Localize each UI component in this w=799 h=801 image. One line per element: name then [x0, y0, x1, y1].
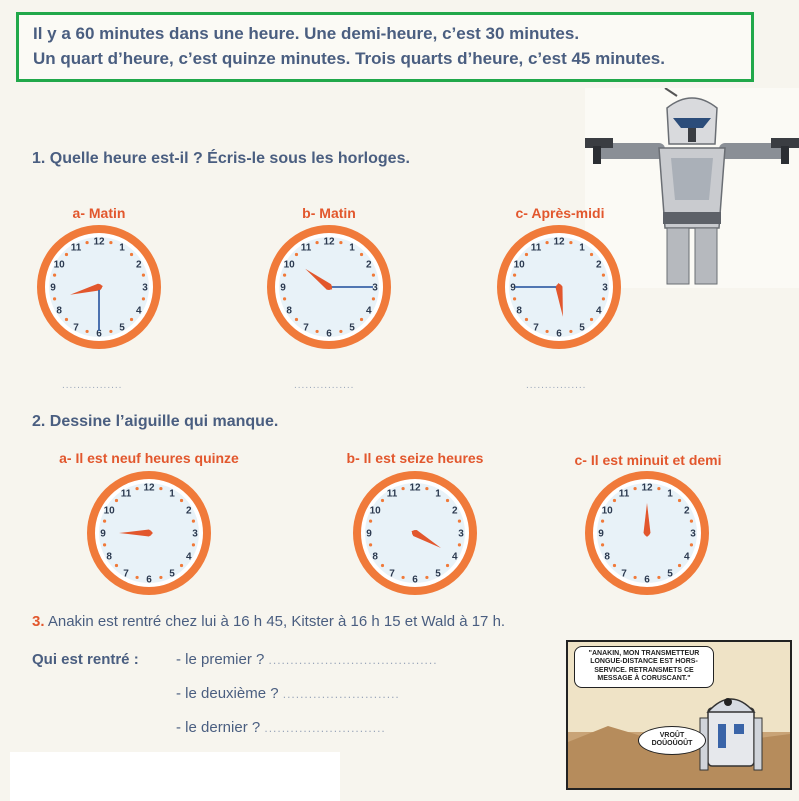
clock-dot	[372, 273, 375, 276]
clock-number: 12	[409, 482, 421, 494]
clock-number: 10	[601, 505, 613, 517]
clock-dot	[602, 297, 605, 300]
clock-dot	[135, 576, 138, 579]
clock-dot	[678, 499, 681, 502]
clock-dot	[115, 564, 118, 567]
clock-center	[644, 530, 650, 536]
clock-number: 3	[372, 282, 378, 294]
clock-number: 1	[119, 242, 125, 254]
clock-dot	[159, 576, 162, 579]
clock-dot	[401, 487, 404, 490]
blank-patch	[10, 752, 340, 801]
clock-dot	[360, 253, 363, 256]
section-3-question: Qui est rentré :	[32, 651, 139, 668]
clock-dot	[590, 318, 593, 321]
clock-number: 2	[684, 505, 690, 517]
clock-dot	[425, 487, 428, 490]
clock-dot	[360, 318, 363, 321]
clock-dot	[295, 318, 298, 321]
clock-2c[interactable]	[582, 468, 712, 598]
clock-dot	[369, 543, 372, 546]
clock-dot	[53, 273, 56, 276]
clock-number: 10	[369, 505, 381, 517]
clock-dot	[633, 576, 636, 579]
clock-number: 12	[641, 482, 653, 494]
clock-dot	[85, 330, 88, 333]
section-3-number: 3.	[32, 613, 45, 630]
clock-dot	[545, 241, 548, 244]
clock-number: 1	[349, 242, 355, 254]
clock-2a-label: a- Il est neuf heures quinze	[59, 450, 239, 466]
clock-dot	[192, 519, 195, 522]
clock-center	[326, 284, 332, 290]
clock-dot	[159, 487, 162, 490]
clock-center	[412, 530, 418, 536]
clock-2c-label: c- Il est minuit et demi	[574, 452, 722, 468]
clock-dot	[53, 297, 56, 300]
clock-dot	[513, 273, 516, 276]
clock-number: 9	[50, 282, 56, 294]
clock-number: 2	[136, 259, 142, 271]
clock-dot	[109, 241, 112, 244]
clock-number: 3	[602, 282, 608, 294]
section-1-title: Quelle heure est-il ? Écris-le sous les horloges.	[49, 150, 410, 167]
clock-1b	[264, 222, 394, 352]
sound-bubble: VROÛT DOÛOÛOÛT	[638, 726, 706, 755]
clock-dot	[425, 576, 428, 579]
clock-number: 7	[73, 322, 79, 334]
clock-number: 6	[146, 574, 152, 586]
clock-number: 4	[596, 305, 602, 317]
clock-dot	[283, 297, 286, 300]
clock-dot	[103, 543, 106, 546]
section-3-statement	[32, 613, 505, 630]
clock-dot	[601, 519, 604, 522]
clock-number: 9	[100, 528, 106, 540]
clock-dot	[192, 543, 195, 546]
clock-number: 1	[169, 488, 175, 500]
clock-number: 12	[323, 236, 335, 248]
info-line-1: Il y a 60 minutes dans une heure. Une demi-heure, c’est 30 minutes.	[33, 24, 580, 43]
clock-dot	[657, 487, 660, 490]
clock-dot	[295, 253, 298, 256]
clock-number: 7	[123, 568, 129, 580]
clock-dot	[401, 576, 404, 579]
comic-panel	[566, 640, 792, 790]
clock-number: 10	[513, 259, 525, 271]
clock-dot	[613, 499, 616, 502]
clock-dot	[135, 487, 138, 490]
clock-number: 3	[458, 528, 464, 540]
clock-number: 8	[286, 305, 292, 317]
clock-number: 2	[366, 259, 372, 271]
clock-dot	[180, 564, 183, 567]
clock-number: 2	[596, 259, 602, 271]
clock-dot	[458, 543, 461, 546]
answer-row-dernier	[176, 719, 386, 736]
clock-dot	[690, 519, 693, 522]
clock-center	[96, 284, 102, 290]
clock-center	[146, 530, 152, 536]
clock-number: 5	[579, 322, 585, 334]
clock-dot	[180, 499, 183, 502]
clock-number: 8	[604, 551, 610, 563]
clock-number: 3	[192, 528, 198, 540]
clock-dot	[381, 499, 384, 502]
clock-dot	[65, 253, 68, 256]
clock-number: 5	[119, 322, 125, 334]
clock-number: 5	[169, 568, 175, 580]
clock-dot	[602, 273, 605, 276]
clock-dot	[142, 297, 145, 300]
clock-number: 10	[103, 505, 115, 517]
clock-dot	[678, 564, 681, 567]
section-2-heading	[32, 413, 278, 431]
clock-2b-label: b- Il est seize heures	[346, 450, 484, 466]
clock-dot	[372, 297, 375, 300]
clock-number: 2	[186, 505, 192, 517]
clock-dot	[109, 330, 112, 333]
clock-number: 2	[452, 505, 458, 517]
answer-row-premier	[176, 651, 438, 668]
clock-number: 11	[386, 488, 398, 500]
clock-number: 9	[510, 282, 516, 294]
info-box	[16, 12, 754, 82]
clock-number: 8	[56, 305, 62, 317]
clock-number: 10	[283, 259, 295, 271]
clock-dot	[545, 330, 548, 333]
clock-number: 6	[326, 328, 332, 340]
clock-number: 4	[452, 551, 458, 563]
answer-label-dernier: - le dernier ?	[176, 719, 261, 736]
clock-number: 9	[598, 528, 604, 540]
clock-dot	[65, 318, 68, 321]
clock-dot	[446, 564, 449, 567]
clock-dot	[458, 519, 461, 522]
clock-number: 7	[303, 322, 309, 334]
clock-number: 3	[142, 282, 148, 294]
clock-1c-label: c- Après-midi	[515, 205, 605, 221]
section-1-heading	[32, 150, 410, 168]
clock-number: 7	[621, 568, 627, 580]
clock-number: 1	[435, 488, 441, 500]
clock-dot	[315, 241, 318, 244]
section-1-number: 1.	[32, 150, 46, 167]
clock-number: 11	[618, 488, 630, 500]
clock-dot	[569, 330, 572, 333]
clock-dot	[381, 564, 384, 567]
clock-number: 5	[435, 568, 441, 580]
clock-dot	[525, 318, 528, 321]
clock-number: 11	[70, 242, 82, 254]
clock-dot	[85, 241, 88, 244]
clock-number: 5	[667, 568, 673, 580]
answer-label-deuxieme: - le deuxième ?	[176, 685, 279, 702]
clock-dot	[633, 487, 636, 490]
clock-number: 1	[667, 488, 673, 500]
clock-number: 7	[389, 568, 395, 580]
clock-number: 6	[412, 574, 418, 586]
clock-dot	[339, 330, 342, 333]
clock-number: 4	[684, 551, 690, 563]
clock-dot	[130, 318, 133, 321]
clock-number: 9	[280, 282, 286, 294]
clock-1b-answer-field[interactable]: ................	[294, 380, 355, 391]
clock-2b[interactable]	[350, 468, 480, 598]
clock-number: 7	[533, 322, 539, 334]
clock-number: 5	[349, 322, 355, 334]
clock-dot	[283, 273, 286, 276]
answer-field-premier[interactable]: .......................................	[268, 653, 438, 667]
clock-number: 8	[372, 551, 378, 563]
clock-number: 4	[136, 305, 142, 317]
clock-1a-label: a- Matin	[72, 205, 126, 221]
clock-number: 6	[96, 328, 102, 340]
clock-dot	[613, 564, 616, 567]
clock-number: 6	[556, 328, 562, 340]
clock-number: 6	[644, 574, 650, 586]
clock-number: 8	[516, 305, 522, 317]
clock-number: 12	[553, 236, 565, 248]
clock-dot	[446, 499, 449, 502]
clock-number: 10	[53, 259, 65, 271]
clock-center	[556, 284, 562, 290]
clock-number: 12	[143, 482, 155, 494]
answer-row-deuxieme	[176, 685, 400, 702]
clock-1c-answer-field[interactable]: ................	[526, 380, 587, 391]
clock-dot	[130, 253, 133, 256]
clock-2a[interactable]	[84, 468, 214, 598]
clock-dot	[115, 499, 118, 502]
clock-dot	[657, 576, 660, 579]
clock-number: 8	[106, 551, 112, 563]
section-3-text: Anakin est rentré chez lui à 16 h 45, Kitster à 16 h 15 et Wald à 17 h.	[47, 613, 506, 630]
clock-dot	[590, 253, 593, 256]
clock-dot	[339, 241, 342, 244]
section-2-title: Dessine l’aiguille qui manque.	[49, 413, 279, 430]
clock-dot	[569, 241, 572, 244]
clock-number: 4	[186, 551, 192, 563]
answer-field-deuxieme[interactable]: ...........................	[282, 687, 400, 701]
clock-dot	[513, 297, 516, 300]
clock-number: 11	[530, 242, 542, 254]
clock-number: 9	[366, 528, 372, 540]
clock-number: 3	[690, 528, 696, 540]
clock-dot	[142, 273, 145, 276]
clock-1a-answer-field[interactable]: ................	[62, 380, 123, 391]
clock-dot	[525, 253, 528, 256]
section-2-number: 2.	[32, 413, 46, 430]
clock-dot	[601, 543, 604, 546]
info-line-2: Un quart d’heure, c’est quinze minutes. Trois quarts d’heure, c’est 45 minutes.	[33, 49, 665, 68]
clock-number: 12	[93, 236, 105, 248]
clock-number: 1	[579, 242, 585, 254]
clock-dot	[690, 543, 693, 546]
answer-field-dernier[interactable]: ............................	[264, 721, 386, 735]
clock-dot	[369, 519, 372, 522]
clock-number: 11	[120, 488, 132, 500]
clock-1a	[34, 222, 164, 352]
answer-label-premier: - le premier ?	[176, 651, 265, 668]
clock-dot	[103, 519, 106, 522]
clock-dot	[315, 330, 318, 333]
clock-1b-label: b- Matin	[302, 205, 356, 221]
clock-1c	[494, 222, 624, 352]
clock-number: 11	[300, 242, 312, 254]
speech-bubble: "ANAKIN, MON TRANSMETTEUR LONGUE-DISTANCE EST HORS-SERVICE. RETRANSMETS CE MESSAGE À CORUSCANT."	[574, 646, 714, 688]
clock-number: 4	[366, 305, 372, 317]
